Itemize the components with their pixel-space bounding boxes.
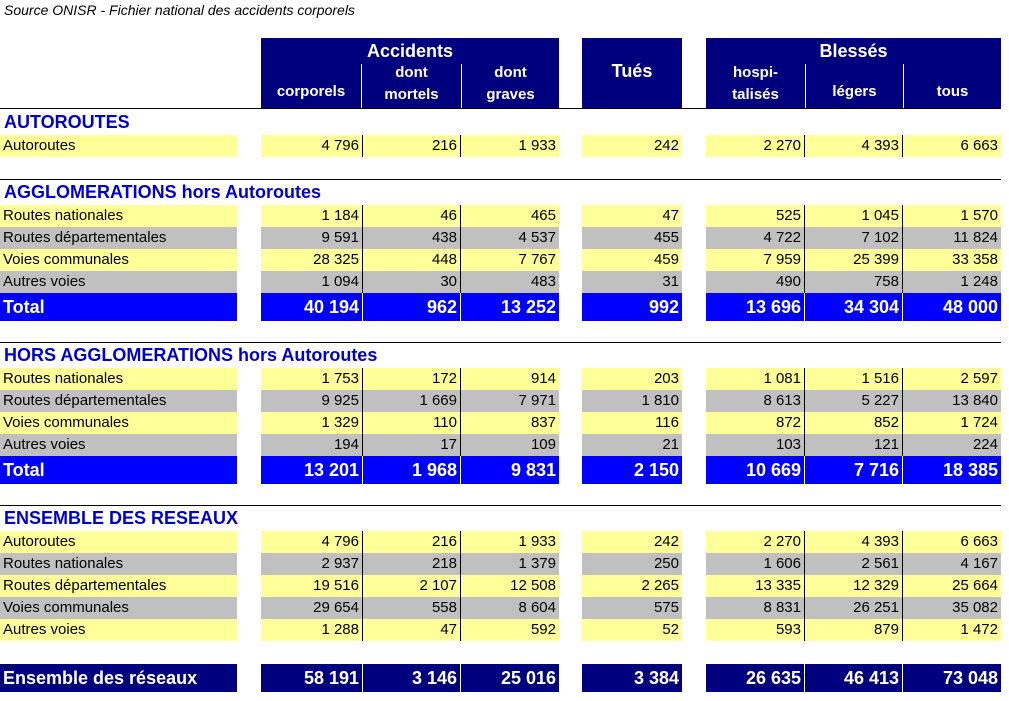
table-cell: 4 393 (805, 135, 903, 157)
table-cell: 7 102 (805, 227, 903, 249)
table-cell: 216 (363, 135, 461, 157)
table-cell: 4 796 (261, 531, 363, 553)
table-cell: 8 613 (706, 390, 805, 412)
table-cell: 194 (261, 434, 363, 456)
table-cell: 29 654 (261, 597, 363, 619)
total-cell: 10 669 (706, 456, 805, 484)
row-label: Autoroutes (0, 531, 237, 553)
source-note: Source ONISR - Fichier national des accidents corporels (4, 2, 355, 18)
total-cell: 9 831 (461, 456, 559, 484)
table-cell: 2 937 (261, 553, 363, 575)
table-cell: 1 669 (363, 390, 461, 412)
total-cell: 13 252 (461, 293, 559, 321)
table-cell: 1 329 (261, 412, 363, 434)
total-cell: 2 150 (582, 456, 682, 484)
total-cell: 13 201 (261, 456, 363, 484)
table-cell: 879 (805, 619, 903, 641)
table-cell: 525 (706, 205, 805, 227)
table-cell: 1 472 (903, 619, 1001, 641)
table-cell: 103 (706, 434, 805, 456)
table-cell: 172 (363, 368, 461, 390)
table-cell: 7 959 (706, 249, 805, 271)
table-cell: 558 (363, 597, 461, 619)
table-cell: 448 (363, 249, 461, 271)
table-cell: 2 597 (903, 368, 1001, 390)
table-cell: 31 (582, 271, 682, 293)
table-cell: 2 107 (363, 575, 461, 597)
table-cell: 242 (582, 531, 682, 553)
total-cell: 48 000 (903, 293, 1001, 321)
table-cell: 250 (582, 553, 682, 575)
table-cell: 4 796 (261, 135, 363, 157)
grand-total-cell: 3 146 (363, 664, 461, 692)
table-cell: 110 (363, 412, 461, 434)
table-cell: 47 (363, 619, 461, 641)
corporels-header: corporels (261, 64, 361, 109)
table-cell: 483 (461, 271, 559, 293)
table-cell: 1 094 (261, 271, 363, 293)
table-cell: 8 831 (706, 597, 805, 619)
table-cell: 490 (706, 271, 805, 293)
table-cell: 7 971 (461, 390, 559, 412)
table-cell: 28 325 (261, 249, 363, 271)
table-cell: 1 570 (903, 205, 1001, 227)
legers-header: légers (805, 64, 903, 109)
table-cell: 1 516 (805, 368, 903, 390)
table-cell: 837 (461, 412, 559, 434)
table-cell: 47 (582, 205, 682, 227)
row-label: Voies communales (0, 412, 237, 434)
table-cell: 21 (582, 434, 682, 456)
section-title: AUTOROUTES (4, 112, 130, 132)
section-title: ENSEMBLE DES RESEAUX (4, 508, 239, 528)
grand-total-cell: 58 191 (261, 664, 363, 692)
table-cell: 914 (461, 368, 559, 390)
total-cell: 40 194 (261, 293, 363, 321)
table-cell: 2 270 (706, 531, 805, 553)
table-cell: 2 561 (805, 553, 903, 575)
section-divider (0, 179, 1001, 180)
table-cell: 9 591 (261, 227, 363, 249)
hospitalises-header: hospi- talisés (706, 64, 805, 109)
table-cell: 2 265 (582, 575, 682, 597)
dont-graves-header: dont graves (461, 64, 559, 109)
row-label: Routes départementales (0, 227, 237, 249)
table-cell: 6 663 (903, 135, 1001, 157)
grand-total-label: Ensemble des réseaux (0, 664, 237, 692)
table-cell: 46 (363, 205, 461, 227)
table-cell: 4 537 (461, 227, 559, 249)
table-cell: 438 (363, 227, 461, 249)
grand-total-cell: 26 635 (706, 664, 805, 692)
table-cell: 575 (582, 597, 682, 619)
total-cell: 992 (582, 293, 682, 321)
table-cell: 7 767 (461, 249, 559, 271)
total-label: Total (0, 456, 237, 484)
table-cell: 216 (363, 531, 461, 553)
table-cell: 593 (706, 619, 805, 641)
row-label: Routes départementales (0, 390, 237, 412)
table-cell: 13 840 (903, 390, 1001, 412)
table-cell: 1 933 (461, 531, 559, 553)
table-cell: 33 358 (903, 249, 1001, 271)
section-divider (0, 108, 1001, 109)
table-cell: 26 251 (805, 597, 903, 619)
total-cell: 7 716 (805, 456, 903, 484)
total-cell: 34 304 (805, 293, 903, 321)
table-cell: 852 (805, 412, 903, 434)
accidents-header: Accidents (261, 38, 559, 64)
tous-header: tous (903, 64, 1001, 109)
table-cell: 872 (706, 412, 805, 434)
section-divider (0, 342, 1001, 343)
row-label: Routes nationales (0, 553, 237, 575)
total-label: Total (0, 293, 237, 321)
row-label: Voies communales (0, 249, 237, 271)
table-cell: 1 933 (461, 135, 559, 157)
table-cell: 1 724 (903, 412, 1001, 434)
table-cell: 4 167 (903, 553, 1001, 575)
grand-total-cell: 25 016 (461, 664, 559, 692)
total-cell: 18 385 (903, 456, 1001, 484)
table-cell: 459 (582, 249, 682, 271)
grand-total-cell: 73 048 (903, 664, 1001, 692)
table-cell: 1 184 (261, 205, 363, 227)
table-cell: 592 (461, 619, 559, 641)
table-cell: 19 516 (261, 575, 363, 597)
table-cell: 242 (582, 135, 682, 157)
table-cell: 121 (805, 434, 903, 456)
grand-total-cell: 3 384 (582, 664, 682, 692)
section-title: AGGLOMERATIONS hors Autoroutes (4, 182, 321, 202)
table-cell: 13 335 (706, 575, 805, 597)
row-label: Routes départementales (0, 575, 237, 597)
table-cell: 30 (363, 271, 461, 293)
table-cell: 5 227 (805, 390, 903, 412)
table-cell: 12 508 (461, 575, 559, 597)
table-cell: 25 664 (903, 575, 1001, 597)
table-cell: 4 722 (706, 227, 805, 249)
section-divider (0, 505, 1001, 506)
table-cell: 6 663 (903, 531, 1001, 553)
table-cell: 109 (461, 434, 559, 456)
table-cell: 52 (582, 619, 682, 641)
table-cell: 116 (582, 412, 682, 434)
total-cell: 962 (363, 293, 461, 321)
table-cell: 218 (363, 553, 461, 575)
table-cell: 2 270 (706, 135, 805, 157)
section-title: HORS AGGLOMERATIONS hors Autoroutes (4, 345, 378, 365)
table-cell: 1 248 (903, 271, 1001, 293)
dont-mortels-header: dont mortels (361, 64, 461, 109)
tues-header: Tués (582, 38, 682, 109)
table-cell: 1 753 (261, 368, 363, 390)
row-label: Routes nationales (0, 205, 237, 227)
table-cell: 224 (903, 434, 1001, 456)
row-label: Autres voies (0, 271, 237, 293)
row-label: Autres voies (0, 434, 237, 456)
table-cell: 1 379 (461, 553, 559, 575)
table-cell: 1 288 (261, 619, 363, 641)
table-cell: 12 329 (805, 575, 903, 597)
table-cell: 25 399 (805, 249, 903, 271)
table-cell: 4 393 (805, 531, 903, 553)
total-cell: 1 968 (363, 456, 461, 484)
table-cell: 1 606 (706, 553, 805, 575)
table-cell: 1 045 (805, 205, 903, 227)
table-cell: 1 081 (706, 368, 805, 390)
row-label: Routes nationales (0, 368, 237, 390)
blesses-header: Blessés (706, 38, 1001, 64)
grand-total-cell: 46 413 (805, 664, 903, 692)
table-cell: 35 082 (903, 597, 1001, 619)
row-label: Voies communales (0, 597, 237, 619)
table-cell: 758 (805, 271, 903, 293)
table-cell: 455 (582, 227, 682, 249)
table-cell: 1 810 (582, 390, 682, 412)
row-label: Autoroutes (0, 135, 237, 157)
table-cell: 11 824 (903, 227, 1001, 249)
total-cell: 13 696 (706, 293, 805, 321)
table-cell: 17 (363, 434, 461, 456)
table-cell: 203 (582, 368, 682, 390)
table-cell: 9 925 (261, 390, 363, 412)
table-cell: 465 (461, 205, 559, 227)
row-label: Autres voies (0, 619, 237, 641)
table-cell: 8 604 (461, 597, 559, 619)
